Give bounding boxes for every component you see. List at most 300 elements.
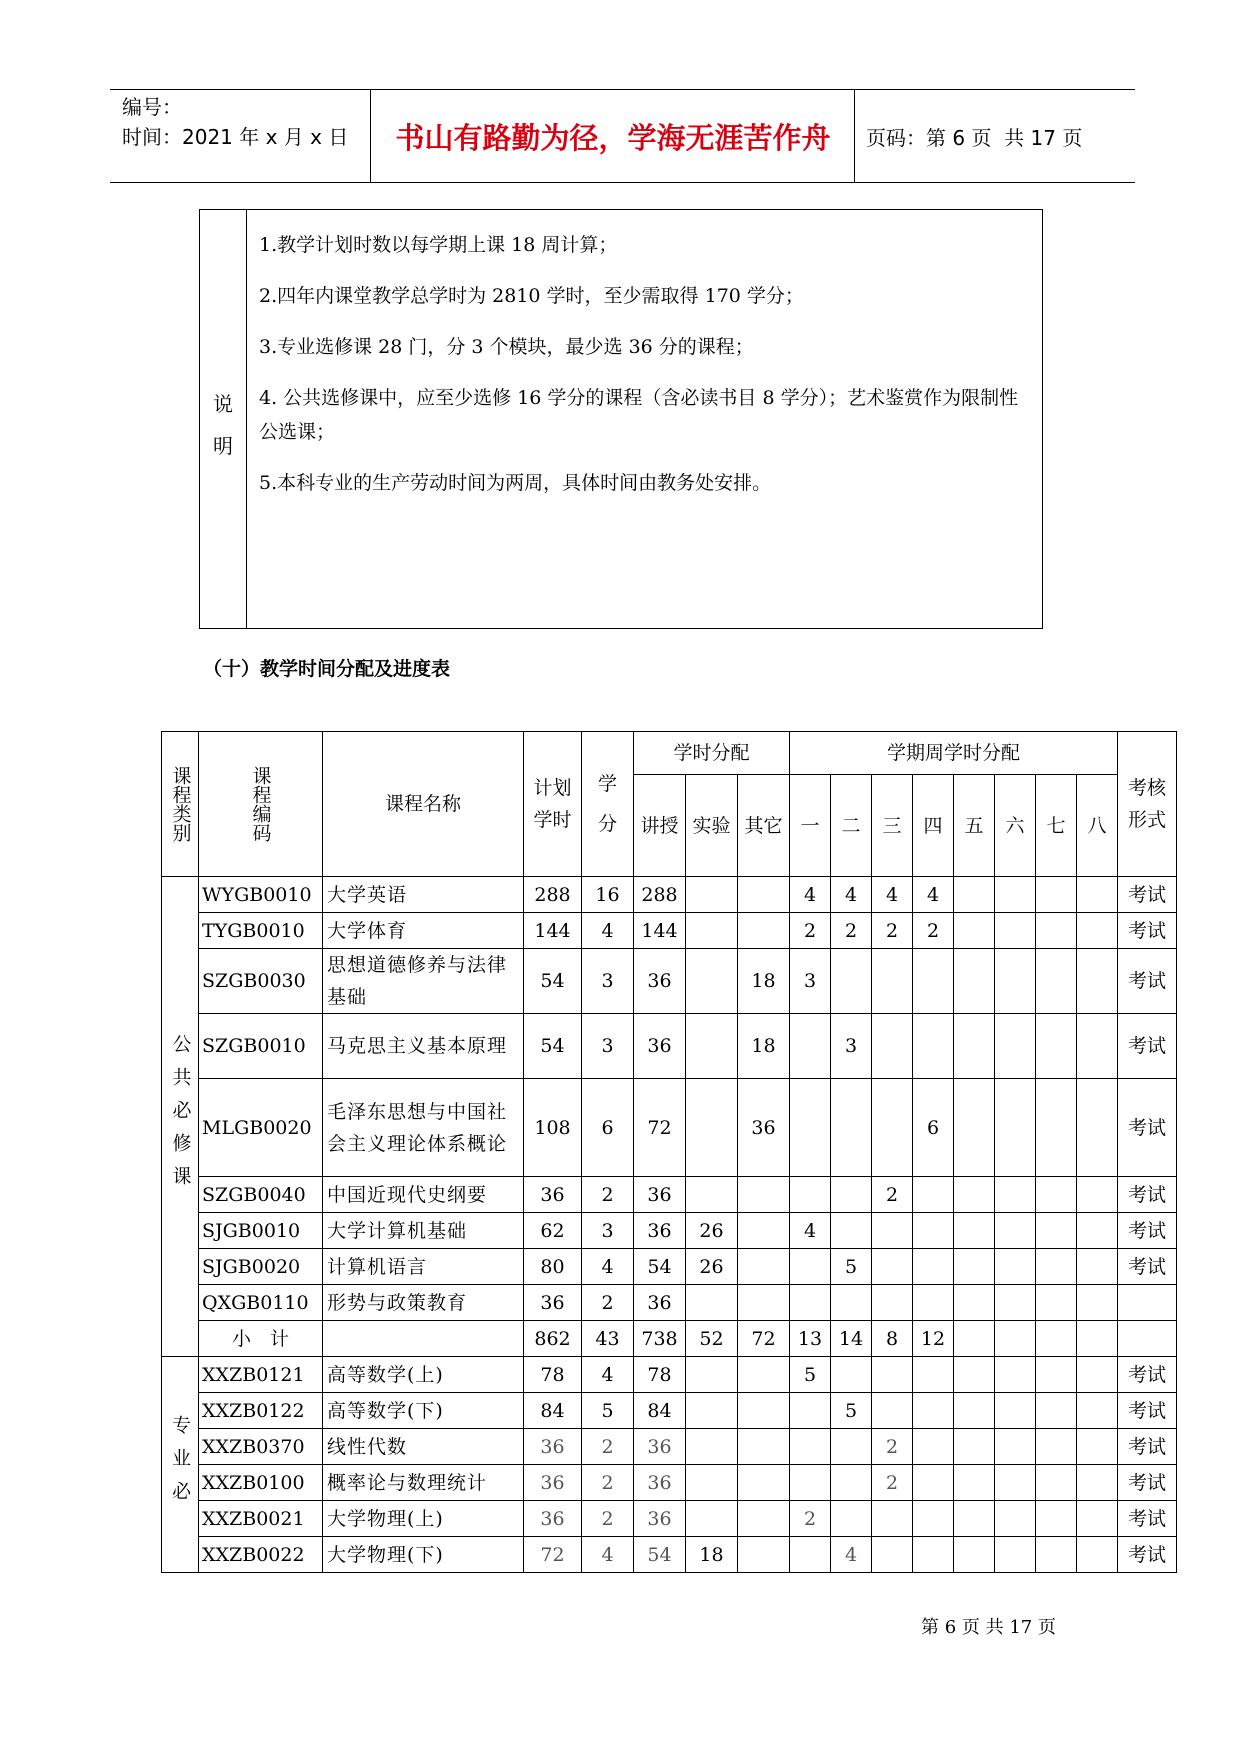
term-cell <box>954 1357 995 1393</box>
header-code <box>199 732 323 877</box>
planned-hours-cell: 84 <box>524 1393 582 1429</box>
term-cell <box>995 949 1036 1014</box>
credits-cell: 2 <box>582 1501 634 1537</box>
term-cell <box>913 1501 954 1537</box>
header-term: 三 <box>872 775 913 877</box>
header-weekly-alloc: 学期周学时分配 <box>790 732 1118 775</box>
planned-hours-cell: 72 <box>524 1537 582 1573</box>
note-item: 3.专业选修课 28 门，分 3 个模块，最少选 36 分的课程； <box>259 336 754 358</box>
term-cell <box>954 1079 995 1177</box>
term-cell: 4 <box>872 877 913 913</box>
term-cell: 2 <box>831 913 872 949</box>
term-cell <box>1036 1393 1077 1429</box>
term-cell <box>1036 913 1077 949</box>
header-credits-text: 学分 <box>597 773 617 835</box>
term-cell <box>1036 1537 1077 1573</box>
credits-cell: 16 <box>582 877 634 913</box>
term-cell <box>995 1465 1036 1501</box>
lecture-cell: 36 <box>634 1501 686 1537</box>
category-text: 专业必 <box>169 1415 191 1514</box>
subtotal-term <box>1036 1321 1077 1357</box>
term-cell: 4 <box>831 1537 872 1573</box>
term-cell <box>1036 1501 1077 1537</box>
term-cell <box>954 1177 995 1213</box>
term-cell: 3 <box>831 1014 872 1079</box>
term-cell <box>790 1249 831 1285</box>
term-cell <box>1077 1501 1118 1537</box>
term-cell <box>790 1079 831 1177</box>
credits-cell: 4 <box>582 1357 634 1393</box>
term-cell <box>790 1537 831 1573</box>
course-name-cell: 马克思主义基本原理 <box>323 1014 524 1079</box>
header-category <box>162 732 199 877</box>
term-cell <box>1077 913 1118 949</box>
course-code-cell: SJGB0010 <box>199 1213 323 1249</box>
lab-cell <box>686 1177 738 1213</box>
lab-cell <box>686 1079 738 1177</box>
term-cell: 2 <box>872 1465 913 1501</box>
term-cell <box>872 1014 913 1079</box>
term-cell <box>913 1213 954 1249</box>
header-motto: 书山有路勤为径，学海无涯苦作舟 <box>395 120 831 155</box>
category-cell <box>162 877 199 1357</box>
term-cell <box>1036 1465 1077 1501</box>
other-cell <box>738 1429 790 1465</box>
term-cell <box>913 1465 954 1501</box>
other-cell <box>738 877 790 913</box>
term-cell <box>872 1213 913 1249</box>
subtotal-term <box>954 1321 995 1357</box>
table-row <box>162 949 1177 1014</box>
table-row <box>162 1465 1177 1501</box>
credits-cell: 3 <box>582 1213 634 1249</box>
term-cell <box>1077 1465 1118 1501</box>
other-cell <box>738 1249 790 1285</box>
course-name-cell: 形势与政策教育 <box>323 1285 524 1321</box>
table-row <box>162 1285 1177 1321</box>
term-cell: 4 <box>831 877 872 913</box>
credits-cell: 2 <box>582 1429 634 1465</box>
course-code-cell: XXZB0022 <box>199 1537 323 1573</box>
lecture-cell: 288 <box>634 877 686 913</box>
term-cell <box>954 949 995 1014</box>
term-cell <box>790 1429 831 1465</box>
term-cell <box>995 877 1036 913</box>
term-cell <box>954 1249 995 1285</box>
term-cell <box>913 1537 954 1573</box>
term-cell <box>790 1177 831 1213</box>
other-cell: 36 <box>738 1079 790 1177</box>
subtotal-credits: 43 <box>582 1321 634 1357</box>
lecture-cell: 84 <box>634 1393 686 1429</box>
planned-hours-cell: 54 <box>524 949 582 1014</box>
subtotal-term: 12 <box>913 1321 954 1357</box>
subtotal-assessment <box>1118 1321 1177 1357</box>
term-cell <box>1077 1014 1118 1079</box>
term-cell: 3 <box>790 949 831 1014</box>
course-code-cell: XXZB0121 <box>199 1357 323 1393</box>
credits-cell: 2 <box>582 1285 634 1321</box>
section-title: （十）教学时间分配及进度表 <box>203 658 451 680</box>
course-name-cell: 毛泽东思想与中国社会主义理论体系概论 <box>323 1079 524 1177</box>
table-row <box>162 1357 1177 1393</box>
term-cell: 2 <box>790 913 831 949</box>
other-cell <box>738 1465 790 1501</box>
course-code-cell: XXZB0122 <box>199 1393 323 1429</box>
subtotal-lecture: 738 <box>634 1321 686 1357</box>
notes-box <box>199 209 1043 629</box>
term-cell <box>995 1213 1036 1249</box>
lab-cell <box>686 1285 738 1321</box>
assessment-cell: 考试 <box>1118 1249 1177 1285</box>
lab-cell <box>686 1465 738 1501</box>
notes-label-char: 说 <box>213 392 233 416</box>
schedule-table <box>161 731 1177 1573</box>
header-term: 五 <box>954 775 995 877</box>
credits-cell: 2 <box>582 1465 634 1501</box>
term-cell <box>831 1465 872 1501</box>
table-row <box>162 1429 1177 1465</box>
term-cell <box>831 1177 872 1213</box>
subtotal-term: 13 <box>790 1321 831 1357</box>
table-row <box>162 1079 1177 1177</box>
lab-cell <box>686 877 738 913</box>
lecture-cell: 78 <box>634 1357 686 1393</box>
course-code-cell: XXZB0021 <box>199 1501 323 1537</box>
assessment-cell: 考试 <box>1118 1465 1177 1501</box>
lab-cell: 18 <box>686 1537 738 1573</box>
course-name-cell: 大学英语 <box>323 877 524 913</box>
header-lecture: 讲授 <box>634 775 686 877</box>
course-name-cell: 高等数学(下) <box>323 1393 524 1429</box>
header-meta <box>122 92 348 152</box>
planned-hours-cell: 108 <box>524 1079 582 1177</box>
lecture-cell: 36 <box>634 1285 686 1321</box>
assessment-cell: 考试 <box>1118 1357 1177 1393</box>
header-lab: 实验 <box>686 775 738 877</box>
term-cell <box>995 1285 1036 1321</box>
term-cell: 2 <box>790 1501 831 1537</box>
course-code-cell: XXZB0370 <box>199 1429 323 1465</box>
other-cell <box>738 913 790 949</box>
table-row <box>162 1393 1177 1429</box>
term-cell <box>790 1285 831 1321</box>
subtotal-term <box>995 1321 1036 1357</box>
header-planned-hours <box>524 732 582 877</box>
course-name-cell: 概率论与数理统计 <box>323 1465 524 1501</box>
term-cell <box>872 1393 913 1429</box>
note-item: 1.教学计划时数以每学期上课 18 周计算； <box>259 234 618 256</box>
header-other: 其它 <box>738 775 790 877</box>
term-cell <box>831 1285 872 1321</box>
lecture-cell: 72 <box>634 1079 686 1177</box>
table-row <box>162 1537 1177 1573</box>
term-cell <box>831 1429 872 1465</box>
course-code-cell: WYGB0010 <box>199 877 323 913</box>
lab-cell <box>686 949 738 1014</box>
table-row <box>162 1213 1177 1249</box>
term-cell: 6 <box>913 1079 954 1177</box>
table-row <box>162 877 1177 913</box>
term-cell <box>1036 1213 1077 1249</box>
lecture-cell: 36 <box>634 949 686 1014</box>
term-cell <box>995 1393 1036 1429</box>
course-code-cell: SZGB0040 <box>199 1177 323 1213</box>
header-hours-alloc: 学时分配 <box>634 732 790 775</box>
course-name-cell: 线性代数 <box>323 1429 524 1465</box>
term-cell: 2 <box>872 1429 913 1465</box>
header-term: 八 <box>1077 775 1118 877</box>
term-cell <box>913 1357 954 1393</box>
term-cell <box>995 1501 1036 1537</box>
term-cell <box>1077 1213 1118 1249</box>
lecture-cell: 36 <box>634 1014 686 1079</box>
term-cell <box>872 1079 913 1177</box>
document-number-label: 编号： <box>122 95 182 119</box>
page-footer: 第 6 页 共 17 页 <box>921 1617 1056 1638</box>
term-cell <box>913 1014 954 1079</box>
planned-hours-cell: 80 <box>524 1249 582 1285</box>
term-cell: 2 <box>913 913 954 949</box>
term-cell <box>1036 1285 1077 1321</box>
course-code-cell: QXGB0110 <box>199 1285 323 1321</box>
term-cell <box>872 1285 913 1321</box>
term-cell <box>995 1357 1036 1393</box>
planned-hours-cell: 62 <box>524 1213 582 1249</box>
category-cell <box>162 1357 199 1573</box>
table-row <box>162 913 1177 949</box>
credits-cell: 6 <box>582 1079 634 1177</box>
planned-hours-cell: 36 <box>524 1501 582 1537</box>
term-cell <box>995 1537 1036 1573</box>
table-header-row <box>162 732 1177 775</box>
notes-body <box>259 228 1029 517</box>
term-cell <box>954 1537 995 1573</box>
course-code-cell: SZGB0030 <box>199 949 323 1014</box>
planned-hours-cell: 36 <box>524 1285 582 1321</box>
course-name-cell: 思想道德修养与法律基础 <box>323 949 524 1014</box>
note-item: 2.四年内课堂教学总学时为 2810 学时，至少需取得 170 学分； <box>259 285 804 307</box>
table-row <box>162 1249 1177 1285</box>
assessment-cell: 考试 <box>1118 1429 1177 1465</box>
assessment-cell <box>1118 1285 1177 1321</box>
term-cell: 4 <box>913 877 954 913</box>
credits-cell: 4 <box>582 1537 634 1573</box>
term-cell <box>954 1429 995 1465</box>
lecture-cell: 36 <box>634 1465 686 1501</box>
term-cell <box>872 1249 913 1285</box>
planned-hours-cell: 144 <box>524 913 582 949</box>
term-cell <box>872 949 913 1014</box>
term-cell <box>995 1014 1036 1079</box>
term-cell <box>1036 1429 1077 1465</box>
header-term: 四 <box>913 775 954 877</box>
lab-cell <box>686 1393 738 1429</box>
term-cell <box>1036 949 1077 1014</box>
planned-hours-cell: 36 <box>524 1429 582 1465</box>
assessment-cell: 考试 <box>1118 1213 1177 1249</box>
term-cell <box>913 1177 954 1213</box>
lab-cell <box>686 1014 738 1079</box>
term-cell <box>1036 877 1077 913</box>
planned-hours-cell: 288 <box>524 877 582 913</box>
course-name-cell: 大学体育 <box>323 913 524 949</box>
term-cell <box>995 1429 1036 1465</box>
note-item: 4. 公共选修课中，应至少选修 16 学分的课程（含必读书目 8 学分）；艺术鉴赏作为限制性公选课； <box>259 387 1019 443</box>
term-cell: 2 <box>872 913 913 949</box>
course-name-cell: 计算机语言 <box>323 1249 524 1285</box>
course-code-cell: SJGB0020 <box>199 1249 323 1285</box>
course-name-cell: 大学计算机基础 <box>323 1213 524 1249</box>
term-cell <box>1077 1357 1118 1393</box>
credits-cell: 3 <box>582 1014 634 1079</box>
term-cell <box>913 1393 954 1429</box>
subtotal-term <box>1077 1321 1118 1357</box>
other-cell <box>738 1501 790 1537</box>
term-cell: 5 <box>831 1393 872 1429</box>
note-item: 5.本科专业的生产劳动时间为两周，具体时间由教务处安排。 <box>259 472 772 494</box>
term-cell <box>1036 1249 1077 1285</box>
credits-cell: 4 <box>582 1249 634 1285</box>
term-cell <box>831 949 872 1014</box>
table-row <box>162 1501 1177 1537</box>
assessment-cell: 考试 <box>1118 1177 1177 1213</box>
term-cell <box>954 913 995 949</box>
planned-hours-cell: 78 <box>524 1357 582 1393</box>
other-cell <box>738 1213 790 1249</box>
term-cell <box>790 1465 831 1501</box>
term-cell: 5 <box>790 1357 831 1393</box>
term-cell <box>831 1079 872 1177</box>
term-cell <box>1077 1393 1118 1429</box>
header-divider <box>854 90 855 182</box>
term-cell <box>1036 1079 1077 1177</box>
header-name: 课程名称 <box>323 732 524 877</box>
header-term: 七 <box>1036 775 1077 877</box>
table-row <box>162 1177 1177 1213</box>
term-cell <box>1077 949 1118 1014</box>
header-planned-hours-text: 计划学时 <box>533 777 572 831</box>
notes-label-column <box>200 210 247 628</box>
course-code-cell: SZGB0010 <box>199 1014 323 1079</box>
assessment-cell: 考试 <box>1118 949 1177 1014</box>
term-cell <box>1077 1537 1118 1573</box>
assessment-cell: 考试 <box>1118 1393 1177 1429</box>
term-cell <box>872 1501 913 1537</box>
other-cell <box>738 1285 790 1321</box>
course-name-cell: 大学物理(上) <box>323 1501 524 1537</box>
subtotal-row <box>162 1321 1177 1357</box>
lecture-cell: 54 <box>634 1537 686 1573</box>
header-term: 六 <box>995 775 1036 877</box>
assessment-cell: 考试 <box>1118 877 1177 913</box>
lab-cell: 26 <box>686 1213 738 1249</box>
course-name-cell: 大学物理(下) <box>323 1537 524 1573</box>
assessment-cell: 考试 <box>1118 1079 1177 1177</box>
term-cell <box>872 1537 913 1573</box>
category-text: 公共必修课 <box>169 1034 192 1199</box>
term-cell <box>995 1249 1036 1285</box>
lecture-cell: 36 <box>634 1429 686 1465</box>
term-cell: 5 <box>831 1249 872 1285</box>
term-cell <box>954 1285 995 1321</box>
notes-label-char: 明 <box>213 434 233 458</box>
header-term: 一 <box>790 775 831 877</box>
assessment-cell: 考试 <box>1118 913 1177 949</box>
lab-cell <box>686 1501 738 1537</box>
header-divider <box>370 90 371 182</box>
other-cell <box>738 1393 790 1429</box>
lecture-cell: 54 <box>634 1249 686 1285</box>
term-cell: 4 <box>790 877 831 913</box>
term-cell <box>831 1213 872 1249</box>
credits-cell: 3 <box>582 949 634 1014</box>
term-cell <box>1036 1014 1077 1079</box>
term-cell <box>831 1357 872 1393</box>
course-code-cell: XXZB0100 <box>199 1465 323 1501</box>
lecture-cell: 36 <box>634 1213 686 1249</box>
header-term: 二 <box>831 775 872 877</box>
term-cell <box>1077 1079 1118 1177</box>
subtotal-term: 14 <box>831 1321 872 1357</box>
term-cell <box>954 1014 995 1079</box>
header-assessment-text: 考核形式 <box>1127 777 1166 831</box>
course-name-cell: 高等数学(上) <box>323 1357 524 1393</box>
assessment-cell: 考试 <box>1118 1501 1177 1537</box>
subtotal-label: 小 计 <box>199 1321 323 1357</box>
header-assessment <box>1118 732 1177 877</box>
assessment-cell: 考试 <box>1118 1014 1177 1079</box>
term-cell <box>1077 1177 1118 1213</box>
subtotal-name-cell <box>323 1321 524 1357</box>
term-cell: 2 <box>872 1177 913 1213</box>
term-cell: 4 <box>790 1213 831 1249</box>
term-cell <box>913 949 954 1014</box>
header-code-text: 课程编码 <box>249 766 272 842</box>
term-cell <box>954 877 995 913</box>
lab-cell <box>686 913 738 949</box>
term-cell <box>954 1213 995 1249</box>
other-cell <box>738 1177 790 1213</box>
term-cell <box>1077 877 1118 913</box>
term-cell <box>995 1079 1036 1177</box>
course-code-cell: MLGB0020 <box>199 1079 323 1177</box>
credits-cell: 4 <box>582 913 634 949</box>
subtotal-other: 72 <box>738 1321 790 1357</box>
other-cell: 18 <box>738 949 790 1014</box>
term-cell <box>954 1501 995 1537</box>
term-cell <box>1077 1285 1118 1321</box>
term-cell <box>831 1501 872 1537</box>
term-cell <box>790 1393 831 1429</box>
planned-hours-cell: 54 <box>524 1014 582 1079</box>
other-cell: 18 <box>738 1014 790 1079</box>
lab-cell: 26 <box>686 1249 738 1285</box>
term-cell <box>954 1393 995 1429</box>
subtotal-hours: 862 <box>524 1321 582 1357</box>
table-row <box>162 1014 1177 1079</box>
term-cell <box>995 913 1036 949</box>
planned-hours-cell: 36 <box>524 1177 582 1213</box>
term-cell <box>790 1014 831 1079</box>
header-category-text: 课程类别 <box>169 766 192 842</box>
lecture-cell: 144 <box>634 913 686 949</box>
term-cell <box>913 1285 954 1321</box>
lab-cell <box>686 1357 738 1393</box>
term-cell <box>1077 1249 1118 1285</box>
lab-cell <box>686 1429 738 1465</box>
course-code-cell: TYGB0010 <box>199 913 323 949</box>
